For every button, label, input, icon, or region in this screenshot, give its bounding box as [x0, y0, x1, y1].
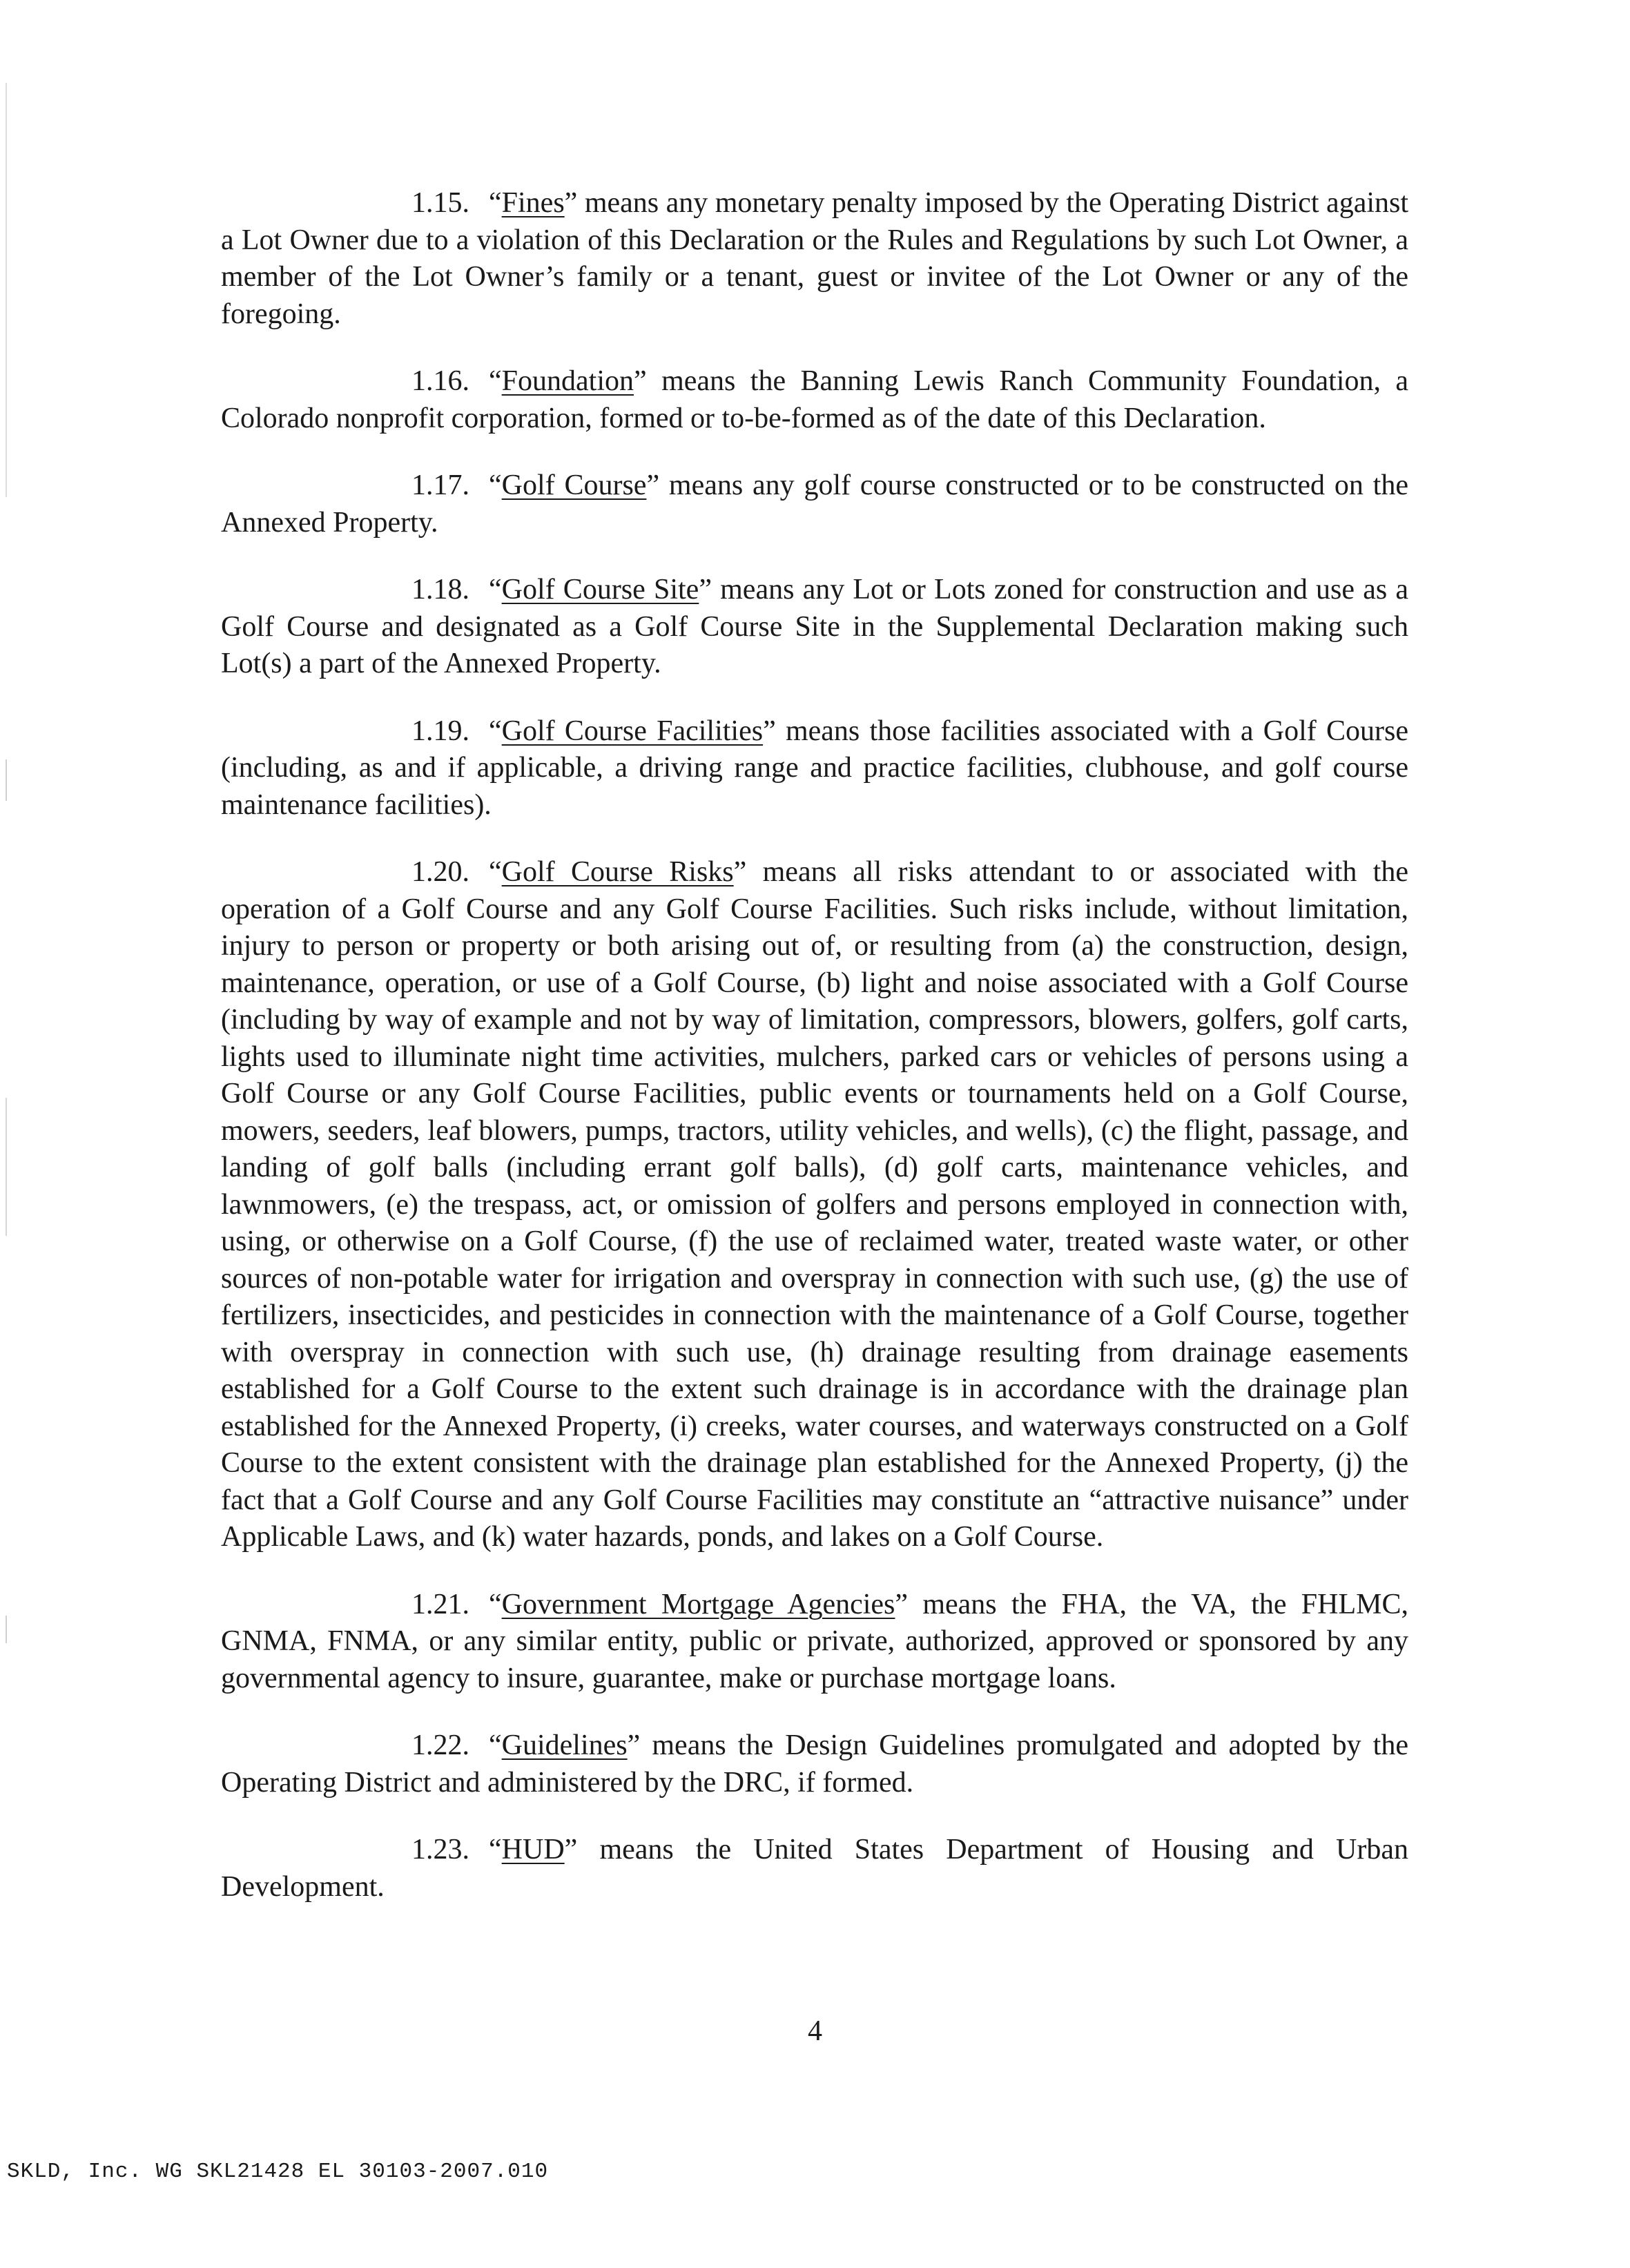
section-body: means the FHA, the VA, the FHLMC, GNMA, FNMA, or any similar entity, public or private, authorized, approved or sponsored by any governmental agency to insure, guarantee, make or purchase mortgage loans. — [221, 1588, 1408, 1694]
section-1-18 — [221, 572, 1408, 683]
scan-mark — [6, 1616, 7, 1643]
open-quote: “ — [489, 1588, 502, 1620]
close-quote: ” — [627, 1729, 641, 1761]
section-number: 1.23. — [411, 1834, 469, 1865]
open-quote: “ — [489, 856, 502, 888]
section-1-20 — [221, 854, 1408, 1556]
section-body: means any monetary penalty imposed by the Operating District against a Lot Owner due to a violation of this Declaration or the Rules and Regulations by such Lot Owner, a member of the Lot Owner’s family or a tenant, guest or invitee of the Lot Owner or any of the foregoing. — [221, 187, 1409, 330]
open-quote: “ — [489, 187, 502, 219]
open-quote: “ — [489, 1729, 502, 1761]
open-quote: “ — [489, 469, 502, 501]
section-body: means any golf course constructed or to be constructed on the Annexed Property. — [221, 469, 1408, 539]
open-quote: “ — [489, 1834, 502, 1865]
scan-mark — [6, 1098, 7, 1236]
defined-term: Golf Course Facilities — [501, 715, 764, 747]
defined-term: HUD — [501, 1834, 565, 1865]
section-number: 1.15. — [411, 187, 469, 219]
defined-term: Government Mortgage Agencies — [501, 1588, 895, 1620]
section-body: means the United States Department of Housing and Urban Development. — [221, 1834, 1408, 1903]
close-quote: ” — [634, 365, 647, 397]
open-quote: “ — [489, 365, 502, 397]
section-1-15 — [221, 185, 1408, 333]
document-body — [221, 185, 1408, 1936]
close-quote: ” — [646, 469, 660, 501]
scan-mark — [6, 83, 7, 497]
defined-term: Golf Course Risks — [501, 856, 734, 888]
section-number: 1.19. — [411, 715, 469, 747]
section-number: 1.18. — [411, 574, 469, 605]
section-number: 1.20. — [411, 856, 469, 888]
section-body: means the Banning Lewis Ranch Community Foundation, a Colorado nonprofit corporation, formed or to-be-formed as of the date of this Declaration. — [221, 365, 1408, 434]
section-1-23 — [221, 1832, 1408, 1906]
defined-term: Guidelines — [501, 1729, 628, 1761]
defined-term: Fines — [501, 187, 565, 219]
open-quote: “ — [489, 715, 502, 747]
page-number: 4 — [808, 2015, 822, 2047]
close-quote: ” — [733, 856, 747, 888]
section-body: means the Design Guidelines promulgated and adopted by the Operating District and administered by the DRC, if formed. — [221, 1729, 1408, 1799]
section-number: 1.16. — [411, 365, 469, 397]
scan-mark — [6, 759, 7, 801]
section-number: 1.22. — [411, 1729, 469, 1761]
section-number: 1.21. — [411, 1588, 469, 1620]
section-body: means those facilities associated with a Golf Course (including, as and if applicable, a driving range and practice facilities, clubhouse, and golf course maintenance facilities). — [221, 715, 1408, 821]
defined-term: Golf Course Site — [501, 574, 699, 605]
close-quote: ” — [895, 1588, 909, 1620]
close-quote: ” — [763, 715, 776, 747]
section-1-22 — [221, 1727, 1408, 1801]
section-1-17 — [221, 467, 1408, 541]
close-quote: ” — [564, 187, 578, 219]
section-1-16 — [221, 363, 1408, 437]
close-quote: ” — [699, 574, 712, 605]
section-body: means any Lot or Lots zoned for construction and use as a Golf Course and designated as a Golf Course Site in the Supplemental Declaration making such Lot(s) a part of the Annexed Property. — [221, 574, 1409, 679]
section-body: means all risks attendant to or associated with the operation of a Golf Course and any Golf Course Facilities. Such risks include, without limitation, injury to person or property or both arising out of, or resulting from (a) the construction, design, maintenance, operation, or use of a Golf Course, (b) light and noise associated with a Golf Course (including by way of example and not by way of limitation, compressors, blowers, golfers, golf carts, lights used to illuminate night time activities, mulchers, parked cars or vehicles of persons using a Golf Course or any Golf Course Facilities, public events or tournaments held on a Golf Course, mowers, seeders, leaf blowers, pumps, tractors, utility vehicles, and wells), (c) the flight, passage, and landing of golf balls (including errant golf balls), (d) golf carts, maintenance vehicles, and lawnmowers, (e) the trespass, act, or omission of golfers and persons employed in connection with, using, or otherwise on a Golf Course, (f) the use of reclaimed water, treated waste water, or other sources of non-potable water for irrigation and overspray in connection with such use, (g) the use of fertilizers, insecticides, and pesticides in connection with the maintenance of a Golf Course, together with overspray in connection with such use, (h) drainage resulting from drainage easements established for a Golf Course to the extent such drainage is in accordance with the drainage plan established for the Annexed Property, (i) creeks, water courses, and waterways constructed on a Golf Course to the extent consistent with the drainage plan established for the Annexed Property, (j) the fact that a Golf Course and any Golf Course Facilities may constitute an “attractive nuisance” under Applicable Laws, and (k) water hazards, ponds, and lakes on a Golf Course. — [221, 856, 1408, 1553]
open-quote: “ — [489, 574, 502, 605]
section-1-19 — [221, 713, 1408, 824]
close-quote: ” — [564, 1834, 578, 1865]
section-1-21 — [221, 1587, 1408, 1698]
defined-term: Golf Course — [501, 469, 647, 501]
footer-document-id: SKLD, Inc. WG SKL21428 EL 30103-2007.010 — [7, 2160, 549, 2184]
defined-term: Foundation — [501, 365, 634, 397]
section-number: 1.17. — [411, 469, 469, 501]
